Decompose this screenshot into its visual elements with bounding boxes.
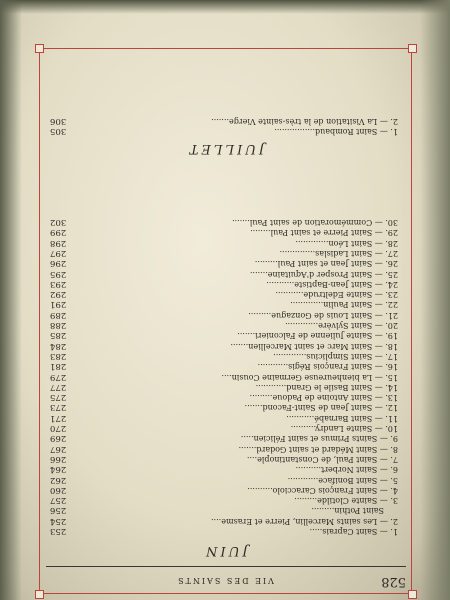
header-rule bbox=[46, 566, 406, 567]
toc-entry: 30. — Commémoration de saint Paul....... 302 bbox=[50, 217, 398, 228]
toc-entry: 2. — La Visitation de la très-sainte Vierge....... 306 bbox=[50, 115, 398, 126]
page-number: 528 bbox=[381, 574, 406, 589]
toc-entry: 18. — Saint Marc et saint Marcellien....... 284 bbox=[50, 340, 398, 351]
toc-entry: 23. — Sainte Edeltrude........... 292 bbox=[50, 289, 398, 300]
toc-entry: 5. — Saint Boniface............ 262 bbox=[50, 474, 398, 485]
toc-entry: Saint Pothin......... 256 bbox=[50, 505, 384, 516]
toc-entry: 22. — Saint Paulin............. 291 bbox=[50, 299, 398, 310]
toc-entry: 15. — La bienheureuse Germaine Cousin.... 279 bbox=[50, 371, 398, 382]
toc-entry: 1. — Saint Caprais..... 253 bbox=[50, 526, 398, 536]
toc-entry: 2. — Les saints Marcellin, Pierre et Erasme.... 254 bbox=[50, 515, 398, 526]
toc-entry: 4. — Saint François Caracciolo.......... 260 bbox=[50, 484, 398, 495]
toc-entry: 6. — Saint Norbert.......... 264 bbox=[50, 464, 398, 475]
toc-entry: 17. — Saint Simplicius............. 283 bbox=[50, 350, 398, 361]
toc-entry: 20. — Saint Sylvère............. 288 bbox=[50, 320, 398, 331]
toc-entry: 12. — Saint Jean de Saint-Facond....... 273 bbox=[50, 402, 398, 413]
toc-entry: 24. — Saint Jean-Baptiste........... 293 bbox=[50, 278, 398, 289]
section-title-juillet: JUILLET bbox=[186, 141, 265, 156]
page-content bbox=[39, 48, 412, 594]
entries-juillet bbox=[50, 115, 398, 136]
page-header bbox=[44, 568, 406, 590]
toc-entry: 16. — Saint François Régis............ 281 bbox=[50, 361, 398, 372]
toc-entry: 14. — Saint Basile le Grand............ 277 bbox=[50, 381, 398, 392]
entries-juin bbox=[50, 217, 398, 536]
toc-entry: 13. — Saint Antoine de Padoue......... 275 bbox=[50, 392, 398, 403]
toc-entry: 3. — Sainte Clotilde......... 257 bbox=[50, 495, 398, 506]
toc-entry: 8. — Saint Médard et saint Godard....... 267 bbox=[50, 443, 398, 454]
toc-entry: 10. — Sainte Landry.......... 270 bbox=[50, 423, 398, 434]
toc-entry: 19. — Sainte Julienne de Falconieri....... 285 bbox=[50, 330, 398, 341]
toc-entry: 11. — Saint Barnabé........... 271 bbox=[50, 412, 398, 423]
toc-entry: 9. — Saints Primus et saint Félicien..... 269 bbox=[50, 433, 398, 444]
toc-entry: 29. — Saint Pierre et saint Paul........ 299 bbox=[50, 227, 398, 238]
toc-entry: 27. — Saint Ladislas.............. 297 bbox=[50, 247, 398, 258]
section-title-juin: JUIN bbox=[203, 543, 248, 558]
toc-entry: 28. — Saint Léon............. 298 bbox=[50, 237, 398, 248]
running-title: VIE DES SAINTS bbox=[176, 576, 274, 585]
toc-entry: 25. — Saint Prosper d'Aquitaine....... 295 bbox=[50, 268, 398, 279]
toc-entry: 21. — Saint Louis de Gonzague......... 289 bbox=[50, 309, 398, 320]
toc-entry: 1. — Saint Rombaud................ 305 bbox=[50, 126, 398, 136]
toc-entry: 26. — Saint Jean et saint Paul......... 296 bbox=[50, 258, 398, 269]
toc-entry: 7. — Saint Paul, de Constantinople.... 266 bbox=[50, 453, 398, 464]
